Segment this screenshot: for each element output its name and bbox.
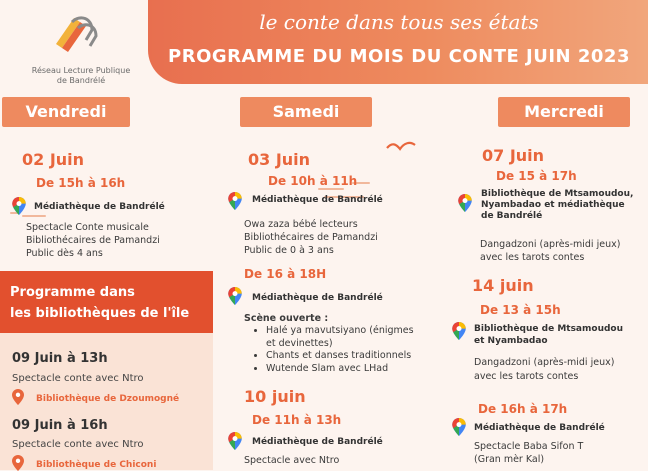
samedi-time: De 16 à 18H <box>244 267 327 281</box>
vendredi-place: Médiathèque de Bandrélé <box>34 202 165 212</box>
samedi-place: Médiathèque de Bandrélé <box>252 437 383 447</box>
samedi-line: Owa zaza bébé lecteurs <box>244 219 358 230</box>
banner-subtitle: le conte dans tous ses états <box>259 10 539 34</box>
mercredi-date: 07 Juin <box>482 146 545 165</box>
map-pin-icon <box>452 418 466 436</box>
vendredi-date: 02 Juin <box>22 150 85 169</box>
mercredi-place: Médiathèque de Bandrélé <box>474 423 605 433</box>
samedi-date: 03 Juin <box>248 150 311 169</box>
mercredi-place: Nyambadao et médiathèque <box>481 200 625 210</box>
mercredi-line: (Gran mèr Kal) <box>474 454 545 465</box>
samedi-line: Bibliothécaires de Pamandzi <box>244 232 378 243</box>
day-header-vendredi: Vendredi <box>2 97 130 127</box>
map-pin-icon <box>228 432 242 450</box>
mercredi-line: Dangadzoni (après-midi jeux) <box>474 357 615 368</box>
island-event-desc: Spectacle conte avec Ntro <box>12 439 144 450</box>
vendredi-time: De 15h à 16h <box>36 176 126 190</box>
samedi-date: 10 juin <box>244 387 306 406</box>
map-pin-icon <box>228 287 242 305</box>
samedi-time: De 11h à 13h <box>252 413 342 427</box>
mercredi-date: 14 juin <box>472 276 534 295</box>
mercredi-place: Bibliothèque de Mtsamoudou <box>474 324 624 334</box>
mercredi-place: de Bandrélé <box>481 211 543 221</box>
scene-item: • Chants et danses traditionnels <box>266 350 422 363</box>
samedi-place: Médiathèque de Bandrélé <box>252 195 383 205</box>
island-title-line2: les bibliothèques de l'île <box>10 306 190 321</box>
scene-label: Scène ouverte : <box>244 313 329 324</box>
island-event-desc: Spectacle conte avec Ntro <box>12 373 144 384</box>
mercredi-line: Dangadzoni (après-midi jeux) <box>480 239 621 250</box>
org-name-line2: de Bandrélé <box>56 76 106 85</box>
mercredi-line: Spectacle Baba Sifon T <box>474 441 584 452</box>
samedi-line: Public de 0 à 3 ans <box>244 245 334 256</box>
mercredi-line: avec les tarots contes <box>474 371 579 382</box>
mercredi-time: De 16h à 17h <box>478 402 568 416</box>
mercredi-line: avec les tarots contes <box>480 252 585 263</box>
day-header-mercredi: Mercredi <box>498 97 630 127</box>
bird-icon <box>386 140 416 154</box>
decor-line <box>22 215 46 217</box>
scene-item: • Halé ya mavutsiyano (énigmes <box>266 325 422 338</box>
map-pin-icon <box>12 389 24 405</box>
mercredi-time: De 13 à 15h <box>480 303 561 317</box>
island-event-time: 09 Juin à 16h <box>12 418 108 433</box>
island-programme-header <box>0 271 213 333</box>
scene-list <box>252 325 422 375</box>
scene-item: et devinettes) <box>266 337 333 349</box>
samedi-time: De 10h à 11h <box>268 174 358 188</box>
map-pin-icon <box>12 197 26 215</box>
island-event-time: 09 Juin à 13h <box>12 351 108 366</box>
samedi-place: Médiathèque de Bandrélé <box>252 293 383 303</box>
mercredi-time: De 15 à 17h <box>496 169 577 183</box>
decor-line <box>318 188 344 190</box>
island-event-place: Bibliothèque de Dzoumogné <box>36 394 180 404</box>
vendredi-line: Spectacle Conte musicale <box>26 222 149 233</box>
island-event-place: Bibliothèque de Chiconi <box>36 460 157 470</box>
map-pin-icon <box>452 322 466 340</box>
vendredi-line: Public dès 4 ans <box>26 248 103 259</box>
banner-title: PROGRAMME DU MOIS DU CONTE JUIN 2023 <box>168 46 630 67</box>
map-pin-icon <box>12 455 24 471</box>
mercredi-place: Bibliothèque de Mtsamoudou, <box>481 189 634 199</box>
map-pin-icon <box>458 194 472 212</box>
book-logo-icon <box>52 12 102 56</box>
map-pin-icon <box>228 192 242 210</box>
mercredi-place: et Nyambadao <box>474 336 548 346</box>
scene-item: • Wutende Slam avec LHad <box>266 363 422 376</box>
day-header-samedi: Samedi <box>240 97 372 127</box>
org-name: Réseau Lecture Publique <box>31 66 131 75</box>
vendredi-line: Bibliothécaires de Pamandzi <box>26 235 160 246</box>
samedi-line: Spectacle avec Ntro <box>244 455 340 466</box>
island-title: Programme dans <box>10 285 135 300</box>
